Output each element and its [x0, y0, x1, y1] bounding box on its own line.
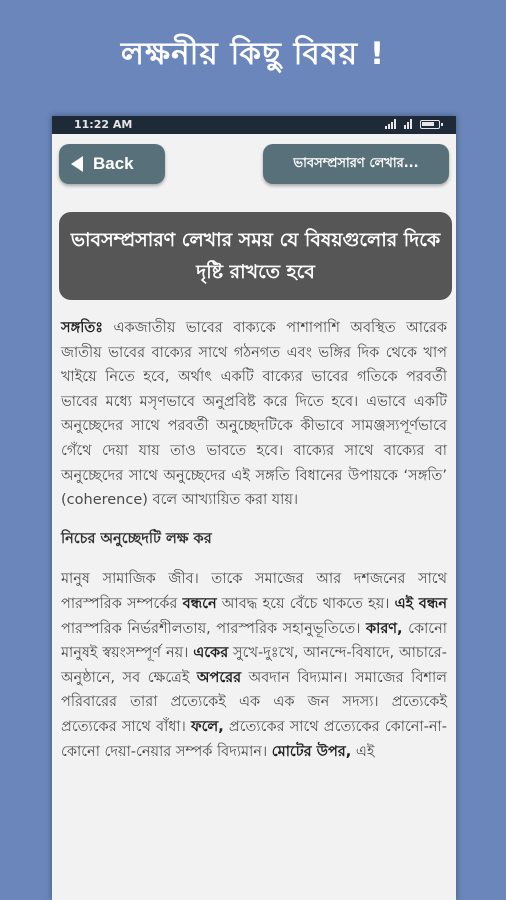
text-run: পারস্পরিক নির্ভরশীলতায়, পারস্পরিক সহানুভূতিতে।: [61, 620, 366, 637]
back-label: Back: [93, 154, 134, 173]
back-arrow-icon: [71, 156, 83, 172]
heading-banner: ভাবসম্প্রসারণ লেখার সময় যে বিষয়গুলোর দিকে দৃষ্টি রাখতে হবে: [59, 212, 452, 300]
network-icon: [404, 119, 412, 129]
battery-icon: [420, 120, 440, 129]
bold-run: বন্ধনে: [182, 595, 217, 612]
chapter-title-button[interactable]: ভাবসম্প্রসারণ লেখার...: [263, 144, 449, 184]
paragraph-coherence: [61, 316, 447, 513]
phone-screen: [52, 116, 456, 900]
bold-run: কারণ,: [365, 620, 403, 637]
text-run: আবদ্ধ হয়ে বেঁচে থাকতে হয়।: [216, 595, 395, 612]
bold-run: একের: [193, 645, 229, 662]
text-run: এই: [351, 743, 375, 760]
paragraph-example: [61, 567, 447, 764]
bold-run: মোটের উপর,: [271, 743, 352, 760]
bold-run: এই বন্ধন: [394, 595, 447, 612]
section-title: নিচের অনুচ্ছেদটি লক্ষ কর: [61, 530, 212, 547]
back-button[interactable]: [59, 144, 165, 184]
status-bar: [52, 116, 456, 134]
paragraph-text: একজাতীয় ভাবের বাক্যকে পাশাপাশি অবস্থিত আরেক জাতীয় ভাবের বাক্যের সাথে গঠনগত এবং ভঙ্গির দিক থেকে খাপ খাইয়ে নিতে হবে, অর্থাৎ একটি বাক্যের ভাবের গতিকে পরবর্তী ভাবের মধ্যে মসৃণভাবে অনুপ্রবিষ্ট করে দিতে হবে। এভাবে একটি অনুচ্ছেদের সাথে পরবর্তী অনুচ্ছেদটিকে কীভাবে সামঞ্জস্যপূর্ণভাবে গেঁথে দেয়া যায় তাও ভাবতে হবে। বাক্যের সাথে বাক্যের বা অনুচ্ছেদের সাথে অনুচ্ছেদের এই সঙ্গতি বিধানের উপায়কে ‘সঙ্গতি’ (coherence) বলে আখ্যায়িত করা যায়।: [61, 320, 447, 509]
text-run: সুখে-দুঃখে, আনন্দে-বিষাদে, আচারে-অনুষ্ঠানে, সব ক্ষেত্রেই: [61, 645, 447, 686]
text-run: অবদান বিদ্যমান। সমাজের বিশাল পরিবারের তারা প্রত্যেকেই এক এক জন সদস্য। প্রত্যেকেই প্রত্যেকের সাথে বাঁধা।: [61, 669, 447, 735]
status-icons: [385, 119, 440, 129]
signal-icon: [385, 119, 396, 129]
text-run: মানুষ সামাজিক জীব। তাকে সমাজের আর দশজনের সাথে পারস্পরিক সম্পর্কের: [61, 571, 447, 612]
text-run: কোনো মানুষই স্বয়ংসম্পূর্ণ নয়।: [61, 620, 447, 662]
term-bold: সঙ্গতিঃ: [61, 320, 103, 336]
status-time: 11:22 AM: [74, 118, 133, 131]
nav-row: [52, 134, 456, 212]
bold-run: ফলে,: [190, 718, 224, 735]
bold-run: অপরের: [196, 669, 242, 686]
promo-title: লক্ষনীয় কিছু বিষয় !: [120, 36, 386, 72]
content-body: [52, 300, 456, 764]
text-run: প্রত্যেকের সাথে প্রত্যেকের কোনো-না-কোনো দেয়া-নেয়ার সম্পর্ক বিদ্যমান।: [61, 718, 447, 760]
